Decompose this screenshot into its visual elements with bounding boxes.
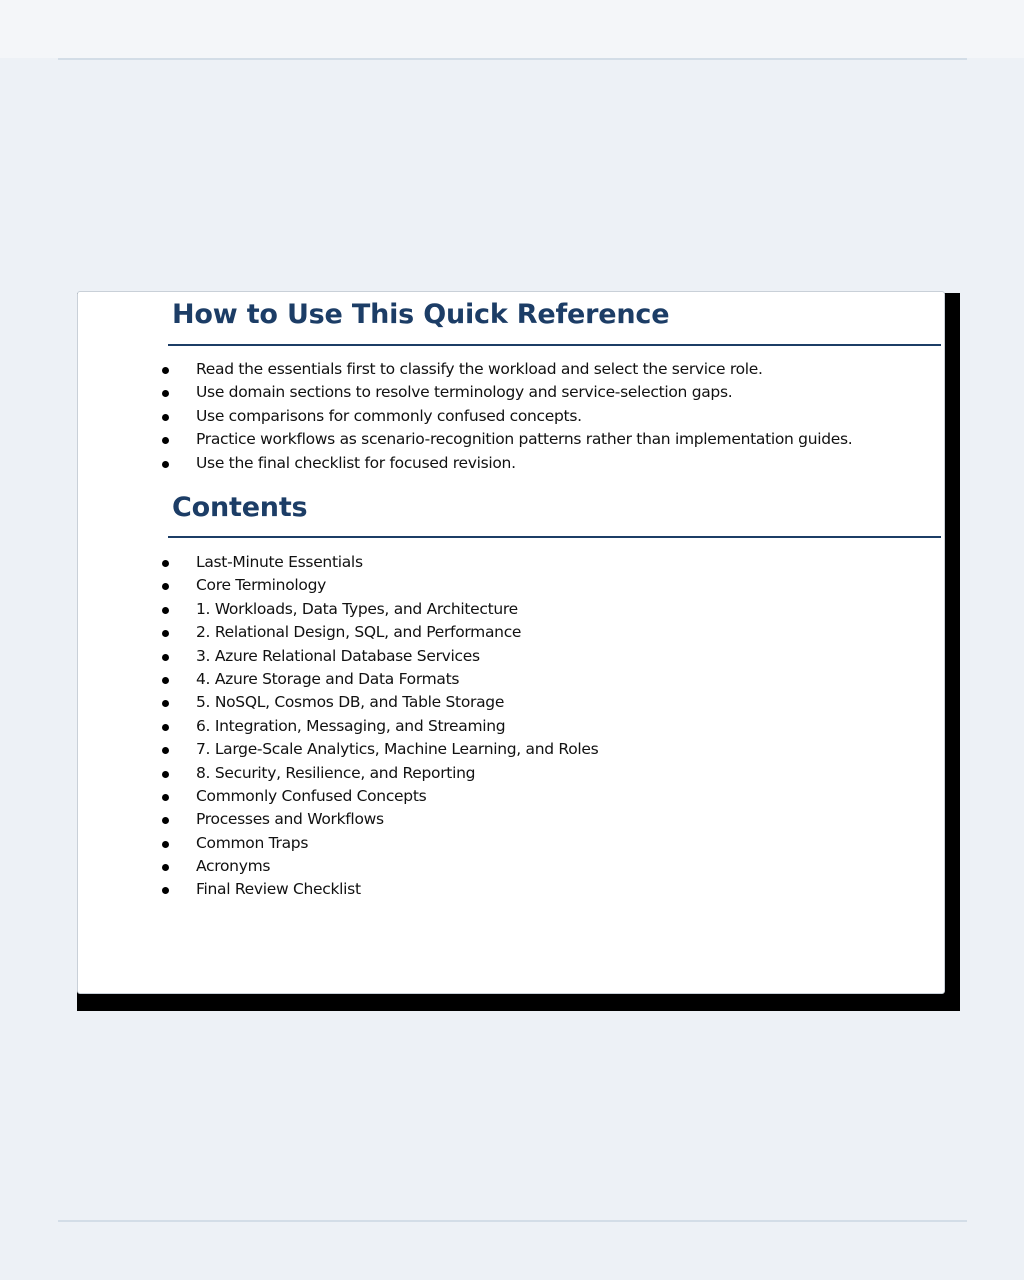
bullet-icon: [162, 794, 169, 801]
bullet-icon: [162, 817, 169, 824]
contents-item-text: Last-Minute Essentials: [196, 553, 363, 571]
bullet-icon: [162, 583, 169, 590]
bullet-icon: [162, 654, 169, 661]
bullet-icon: [162, 437, 169, 444]
how-to-use-item-text: Use the final checklist for focused revision.: [196, 453, 516, 472]
contents-item-text: Final Review Checklist: [196, 880, 361, 899]
contents-item-text: Processes and Workflows: [196, 810, 384, 829]
bullet-icon: [162, 607, 169, 614]
top-divider: [58, 58, 967, 60]
bottom-divider: [58, 1220, 967, 1222]
bullet-icon: [162, 747, 169, 754]
contents-item-text: 1. Workloads, Data Types, and Architecture: [196, 599, 518, 618]
contents-item-text: 5. NoSQL, Cosmos DB, and Table Storage: [196, 693, 505, 712]
bullet-icon: [162, 864, 169, 871]
how-to-use-item-text: Practice workflows as scenario-recognition patterns rather than implementation guides.: [196, 430, 853, 449]
bullet-icon: [162, 887, 169, 894]
heading-underline: [168, 344, 941, 346]
contents-item-text: Common Traps: [196, 833, 309, 852]
bullet-icon: [162, 630, 169, 637]
contents-item-text: 7. Large-Scale Analytics, Machine Learning, and Roles: [196, 740, 599, 759]
contents-item-text: 8. Security, Resilience, and Reporting: [196, 763, 476, 782]
bullet-icon: [162, 461, 169, 468]
contents-item-text: Commonly Confused Concepts: [196, 786, 427, 805]
how-to-use-item-text: Use domain sections to resolve terminology and service-selection gaps.: [196, 383, 733, 402]
contents-item-text: 4. Azure Storage and Data Formats: [196, 669, 460, 688]
contents-item-text: 6. Integration, Messaging, and Streaming: [196, 716, 506, 735]
how-to-use-item-text: Use comparisons for commonly confused concepts.: [196, 406, 582, 425]
contents-item-text: Acronyms: [196, 857, 271, 876]
how-to-use-item-text: Read the essentials first to classify the workload and select the service role.: [196, 360, 763, 378]
bullet-icon: [162, 367, 169, 374]
bullet-icon: [162, 700, 169, 707]
bullet-icon: [162, 677, 169, 684]
heading-underline: [168, 536, 941, 538]
contents-item-text: Core Terminology: [196, 576, 326, 595]
contents-item-text: 3. Azure Relational Database Services: [196, 646, 480, 665]
bullet-icon: [162, 414, 169, 421]
bullet-icon: [162, 560, 169, 567]
bullet-icon: [162, 390, 169, 397]
bullet-icon: [162, 771, 169, 778]
bullet-icon: [162, 841, 169, 848]
section-heading-how-to-use: How to Use This Quick Reference: [172, 299, 670, 330]
contents-item-text: 2. Relational Design, SQL, and Performance: [196, 623, 522, 642]
document-page: [77, 291, 945, 994]
bullet-icon: [162, 724, 169, 731]
viewer-top-bar: [0, 0, 1024, 58]
section-heading-contents: Contents: [172, 492, 308, 523]
